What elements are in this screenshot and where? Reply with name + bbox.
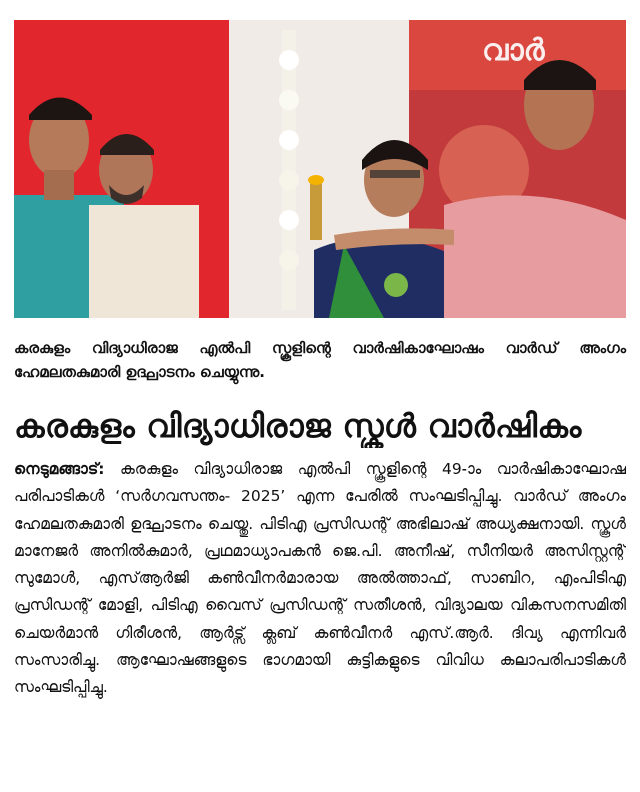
article-text: കരകുളം വിദ്യാധിരാജ എൽപി സ്കൂളിന്റെ 49-ാം വാർഷികാഘോഷ പരിപാടികൾ ‘സർഗവസന്തം- 2025’ എന്ന പേരിൽ സംഘടിപ്പിച്ചു. വാർഡ് അംഗം ഹേമലതകുമാരി ഉദ്ഘാടനം ചെയ്തു. പിടിഎ പ്രസിഡന്റ് അഭിലാഷ് അധ്യക്ഷനായി. സ്കൂൾ മാനേജർ അനിൽകുമാർ, പ്രഥമാധ്യാപകൻ ജെ.പി. അനീഷ്, സീനിയർ അസിസ്റ്റന്റ് സുമോൾ, എസ്ആർജി കൺവീനർമാരായ അൽത്താഫ്, സാബിറ, എംപിടിഎ പ്രസിഡന്റ് മോളി, പിടിഎ വൈസ് പ്രസിഡന്റ് സതീശൻ, വിദ്യാലയ വികസനസമിതി ചെയർമാൻ ഗിരീശൻ, ആർട്സ് ക്ലബ് കൺവീനർ എസ്.ആർ. ദിവ്യ എന്നിവർ സംസാരിച്ചു. ആഘോഷങ്ങളുടെ ഭാഗമായി കുട്ടികളുടെ വിവിധ കലാപരിപാടികൾ സംഘടിപ്പിച്ചു. [14,460,626,697]
article-dateline: നെടുമങ്ങാട്: [14,460,105,478]
news-photo [14,20,626,318]
article-headline: കരകുളം വിദ്യാധിരാജ സ്കൂൾ വാർഷികം [14,407,582,445]
article-body [14,456,626,786]
banner-text: വാർ [482,33,545,68]
photo-caption: കരകുളം വിദ്യാധിരാജ എൽപി സ്കൂളിന്റെ വാർഷികാഘോഷം വാർഡ് അംഗം ഹേമലതകുമാരി ഉദ്ഘാടനം ചെയ്യുന്നു. [14,339,626,381]
inauguration-photo-illustration [14,20,626,318]
